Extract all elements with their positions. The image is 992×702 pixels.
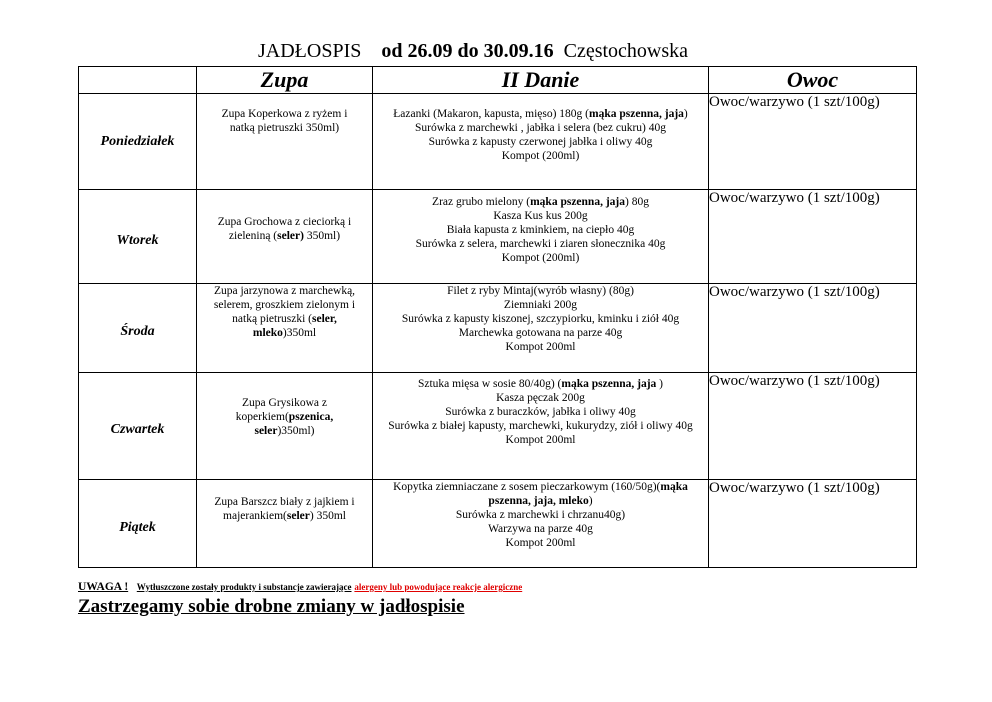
table-row bbox=[79, 190, 917, 284]
main-dish-line bbox=[381, 419, 700, 433]
table-row bbox=[79, 373, 917, 480]
allergen-note bbox=[78, 581, 522, 593]
dish-text: Kompot 200ml bbox=[505, 341, 576, 353]
dish-text: Łazanki (Makaron, kapusta, mięso) 180g ( bbox=[393, 108, 590, 120]
table-row bbox=[79, 480, 917, 568]
dish-text: Zupa jarzynowa z marchewką, selerem, groszkiem zielonym i natką pietruszki ( bbox=[213, 285, 356, 325]
fruit-cell: Owoc/warzywo (1 szt/100g) bbox=[709, 284, 917, 373]
allergen-text: pszenica, seler bbox=[254, 411, 334, 437]
soup-cell bbox=[197, 284, 373, 373]
main-dish-line bbox=[381, 209, 700, 223]
main-dish-line bbox=[381, 121, 700, 135]
main-dish-line bbox=[381, 298, 700, 312]
day-name: Piątek bbox=[79, 480, 197, 568]
day-name: Czwartek bbox=[79, 373, 197, 480]
dish-text: Sztuka mięsa w sosie 80/40g) ( bbox=[417, 378, 562, 390]
main-dish-cell bbox=[373, 480, 709, 568]
soup-cell bbox=[197, 373, 373, 480]
header-fruit: Owoc bbox=[709, 67, 917, 94]
allergen-text: mąka pszenna, jaja bbox=[561, 378, 657, 390]
note-highlight: alergeny lub powodujące reakcje alergiczne bbox=[354, 582, 523, 592]
fruit-cell: Owoc/warzywo (1 szt/100g) bbox=[709, 190, 917, 284]
main-dish-line bbox=[381, 536, 700, 550]
dish-text: ) bbox=[683, 108, 688, 120]
dish-text: Surówka z białej kapusty, marchewki, kukurydzy, ziół i oliwy 40g bbox=[388, 420, 693, 432]
main-dish-line bbox=[381, 251, 700, 265]
dish-text: Zupa Grochowa z cieciorką i zieleniną ( bbox=[217, 216, 352, 242]
main-dish-line bbox=[381, 195, 700, 209]
dish-text: Biała kapusta z kminkiem, na ciepło 40g bbox=[446, 224, 635, 236]
fruit-cell: Owoc/warzywo (1 szt/100g) bbox=[709, 94, 917, 190]
page-title bbox=[258, 40, 688, 63]
dish-text: )350ml bbox=[282, 327, 317, 339]
fruit-cell: Owoc/warzywo (1 szt/100g) bbox=[709, 480, 917, 568]
dish-text: ) bbox=[588, 495, 593, 507]
main-dish-line bbox=[381, 522, 700, 536]
main-dish-line bbox=[381, 340, 700, 354]
day-name: Poniedziałek bbox=[79, 94, 197, 190]
table-row bbox=[79, 94, 917, 190]
dish-text: Kasza Kus kus 200g bbox=[493, 210, 588, 222]
dish-text: Zraz grubo mielony ( bbox=[432, 196, 531, 208]
main-dish-line bbox=[381, 433, 700, 447]
allergen-text: mąka pszenna, jaja bbox=[589, 108, 684, 120]
allergen-text: mąka pszenna, jaja, mleko bbox=[488, 481, 688, 507]
fruit-cell: Owoc/warzywo (1 szt/100g) bbox=[709, 373, 917, 480]
dish-text: Kasza pęczak 200g bbox=[496, 392, 585, 404]
main-dish-line bbox=[381, 326, 700, 340]
main-dish-cell bbox=[373, 94, 709, 190]
dish-text: Zupa Grysikowa z koperkiem( bbox=[235, 397, 327, 423]
title-dates: od 26.09 do 30.09.16 bbox=[381, 40, 554, 62]
menu-table bbox=[78, 66, 917, 568]
allergen-text: seler) bbox=[277, 230, 304, 242]
header-soup: Zupa bbox=[197, 67, 373, 94]
main-dish-cell bbox=[373, 284, 709, 373]
dish-text: )350ml) bbox=[277, 425, 315, 437]
note-text: Wytłuszczone zostały produkty i substancje zawierające bbox=[136, 582, 352, 592]
dish-text: Zupa Koperkowa z ryżem i natką pietruszki 350ml) bbox=[221, 108, 348, 134]
allergen-text: seler bbox=[286, 510, 310, 522]
dish-text: Marchewka gotowana na parze 40g bbox=[458, 327, 623, 339]
dish-text: Filet z ryby Mintaj(wyrób własny) (80g) bbox=[447, 285, 634, 297]
soup-line bbox=[211, 284, 358, 340]
header-row bbox=[79, 67, 917, 94]
header-main: II Danie bbox=[373, 67, 709, 94]
menu-body bbox=[79, 94, 917, 568]
soup-line bbox=[211, 396, 358, 438]
dish-text: Kompot 200ml bbox=[505, 434, 576, 446]
dish-text: Kopytka ziemniaczane z sosem pieczarkowym (160/50g)( bbox=[393, 481, 661, 493]
main-dish-cell bbox=[373, 373, 709, 480]
day-name: Wtorek bbox=[79, 190, 197, 284]
main-dish-line bbox=[381, 237, 700, 251]
allergen-text: mąka pszenna, jaja bbox=[530, 196, 625, 208]
dish-text: Surówka z kapusty kiszonej, szczypiorku, kminku i ziół 40g bbox=[401, 313, 680, 325]
soup-line bbox=[211, 107, 358, 135]
dish-text: ) 350ml bbox=[309, 510, 346, 522]
dish-text: Surówka z marchewki , jabłka i selera (bez cukru) 40g bbox=[415, 122, 666, 134]
dish-text: Surówka z marchewki i chrzanu40g) bbox=[455, 509, 626, 521]
table-row bbox=[79, 284, 917, 373]
soup-line bbox=[211, 215, 358, 243]
note-label: UWAGA ! bbox=[78, 581, 129, 593]
soup-cell bbox=[197, 190, 373, 284]
dish-text: Surówka z selera, marchewki i ziaren słonecznika 40g bbox=[415, 238, 666, 250]
day-name: Środa bbox=[79, 284, 197, 373]
dish-text: ) 80g bbox=[624, 196, 649, 208]
main-dish-line bbox=[381, 312, 700, 326]
soup-cell bbox=[197, 480, 373, 568]
main-dish-cell bbox=[373, 190, 709, 284]
soup-cell bbox=[197, 94, 373, 190]
main-dish-line bbox=[381, 223, 700, 237]
dish-text: Kompot (200ml) bbox=[501, 252, 580, 264]
title-prefix: JADŁOSPIS bbox=[258, 40, 362, 62]
footer-disclaimer: Zastrzegamy sobie drobne zmiany w jadłospisie bbox=[78, 596, 465, 617]
header-day-cell bbox=[79, 67, 197, 94]
dish-text: 350ml) bbox=[303, 230, 341, 242]
main-dish-line bbox=[381, 135, 700, 149]
main-dish-line bbox=[381, 480, 700, 508]
main-dish-line bbox=[381, 391, 700, 405]
title-location: Częstochowska bbox=[563, 40, 689, 62]
main-dish-line bbox=[381, 149, 700, 163]
dish-text: Surówka z buraczków, jabłka i oliwy 40g bbox=[445, 406, 636, 418]
dish-text: Ziemniaki 200g bbox=[503, 299, 578, 311]
main-dish-line bbox=[381, 508, 700, 522]
dish-text: Warzywa na parze 40g bbox=[488, 523, 593, 535]
dish-text: Surówka z kapusty czerwonej jabłka i oliwy 40g bbox=[428, 136, 653, 148]
dish-text: Kompot 200ml bbox=[505, 537, 576, 549]
main-dish-line bbox=[381, 377, 700, 391]
dish-text: Kompot (200ml) bbox=[501, 150, 580, 162]
dish-text: ) bbox=[656, 378, 664, 390]
main-dish-line bbox=[381, 405, 700, 419]
main-dish-line bbox=[381, 284, 700, 298]
allergen-text: seler, mleko bbox=[252, 313, 337, 339]
dish-text: Zupa Barszcz biały z jajkiem i majerankiem( bbox=[214, 496, 355, 522]
main-dish-line bbox=[381, 107, 700, 121]
soup-line bbox=[211, 495, 358, 523]
